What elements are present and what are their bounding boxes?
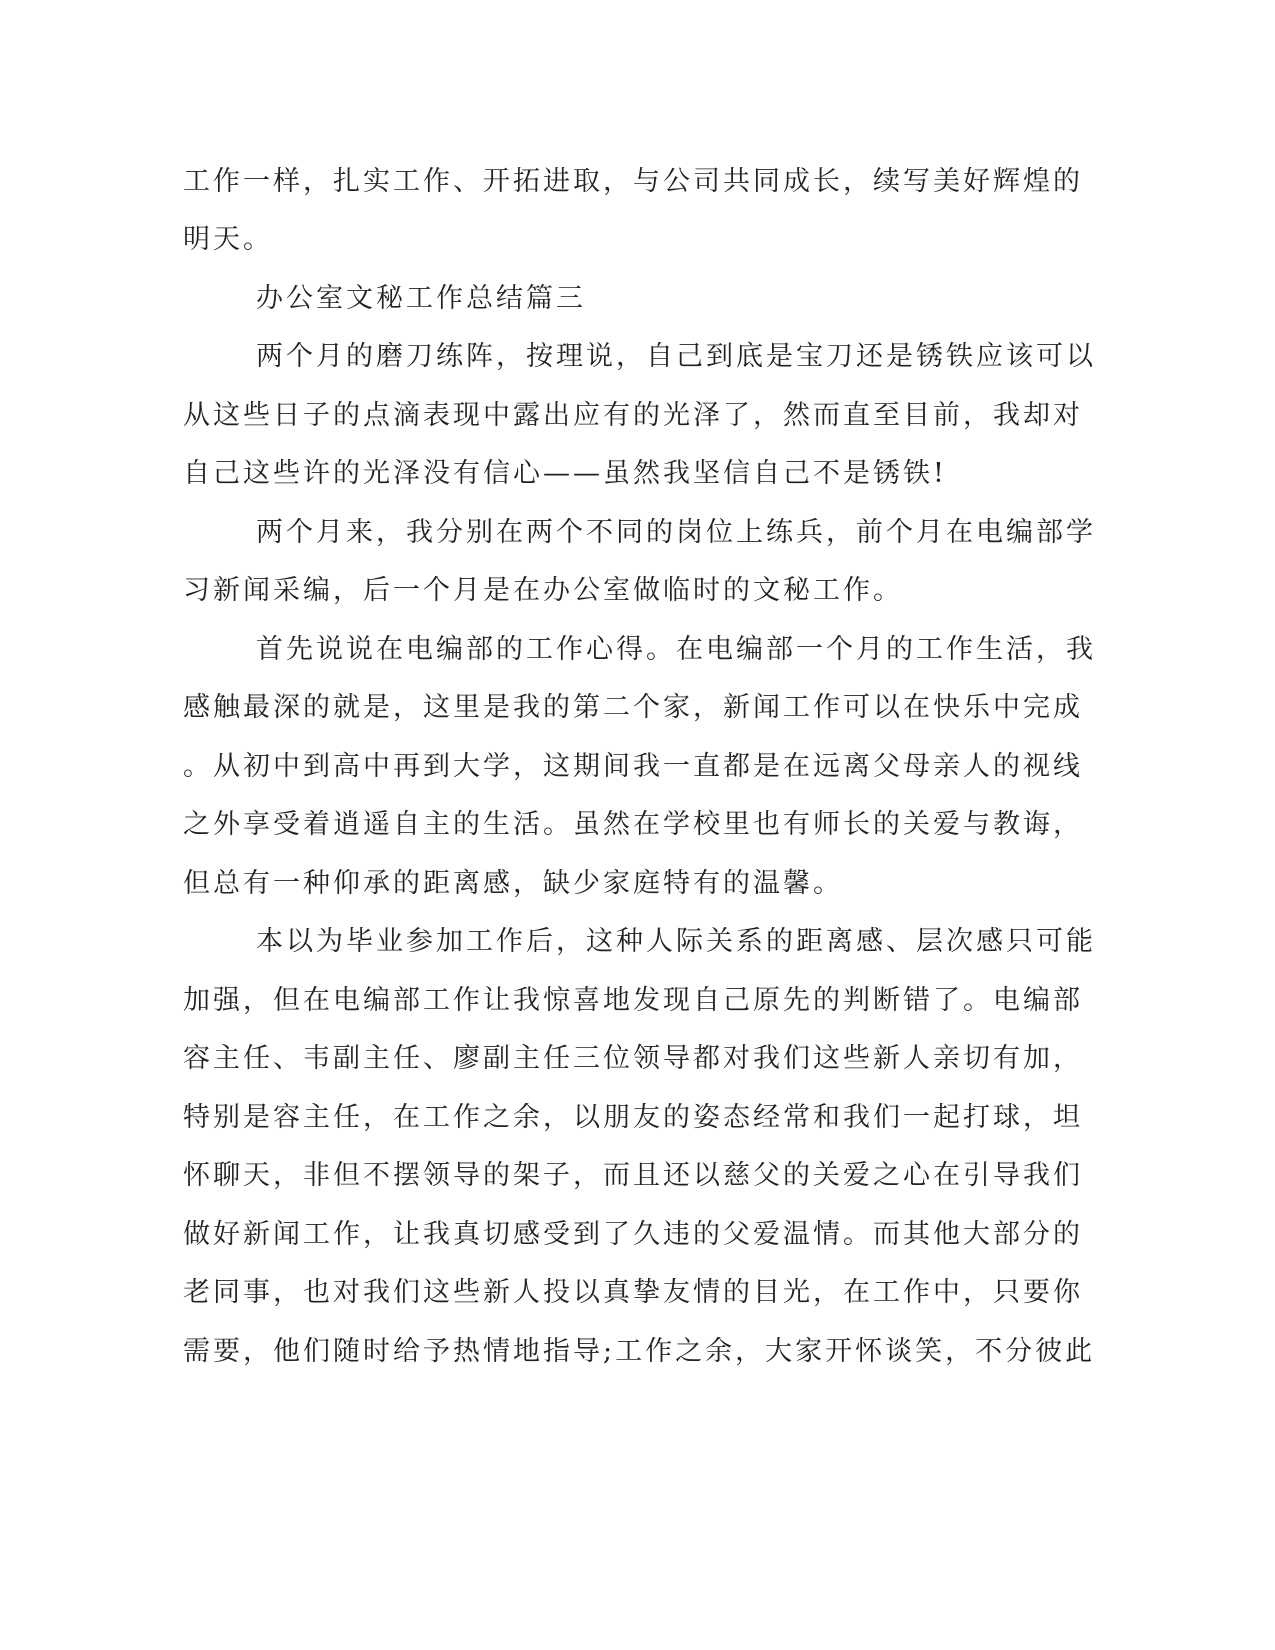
text-line: 加强，但在电编部工作让我惊喜地发现自己原先的判断错了。电编部 — [183, 985, 1083, 1016]
text-line: 本以为毕业参加工作后，这种人际关系的距离感、层次感只可能 — [256, 926, 1096, 957]
text-line: 怀聊天，非但不摆领导的架子，而且还以慈父的关爱之心在引导我们 — [183, 1160, 1083, 1191]
text-line: 感触最深的就是，这里是我的第二个家，新闻工作可以在快乐中完成 — [183, 692, 1083, 723]
text-line: 老同事，也对我们这些新人投以真挚友情的目光，在工作中，只要你 — [183, 1277, 1083, 1308]
text-line: 自己这些许的光泽没有信心——虽然我坚信自己不是锈铁! — [183, 458, 947, 489]
text-line: 做好新闻工作，让我真切感受到了久违的父爱温情。而其他大部分的 — [183, 1219, 1083, 1250]
text-line: 工作一样，扎实工作、开拓进取，与公司共同成长，续写美好辉煌的 — [183, 166, 1083, 197]
section-heading: 办公室文秘工作总结篇三 — [256, 283, 586, 314]
text-line: 容主任、韦副主任、廖副主任三位领导都对我们这些新人亲切有加， — [183, 1043, 1083, 1074]
text-line: 明天。 — [183, 224, 273, 255]
text-line: 两个月的磨刀练阵，按理说，自己到底是宝刀还是锈铁应该可以 — [256, 341, 1096, 372]
text-line: 。从初中到高中再到大学，这期间我一直都是在远离父母亲人的视线 — [183, 751, 1083, 782]
text-line: 两个月来，我分别在两个不同的岗位上练兵，前个月在电编部学 — [256, 517, 1096, 548]
text-line: 但总有一种仰承的距离感，缺少家庭特有的温馨。 — [183, 868, 843, 899]
text-line: 从这些日子的点滴表现中露出应有的光泽了，然而直至目前，我却对 — [183, 400, 1083, 431]
text-line: 需要，他们随时给予热情地指导;工作之余，大家开怀谈笑，不分彼此 — [183, 1336, 1096, 1367]
text-line: 特别是容主任，在工作之余，以朋友的姿态经常和我们一起打球，坦 — [183, 1102, 1083, 1133]
text-line: 之外享受着逍遥自主的生活。虽然在学校里也有师长的关爱与教诲， — [183, 809, 1083, 840]
text-line: 习新闻采编，后一个月是在办公室做临时的文秘工作。 — [183, 575, 903, 606]
text-line: 首先说说在电编部的工作心得。在电编部一个月的工作生活，我 — [256, 634, 1096, 665]
